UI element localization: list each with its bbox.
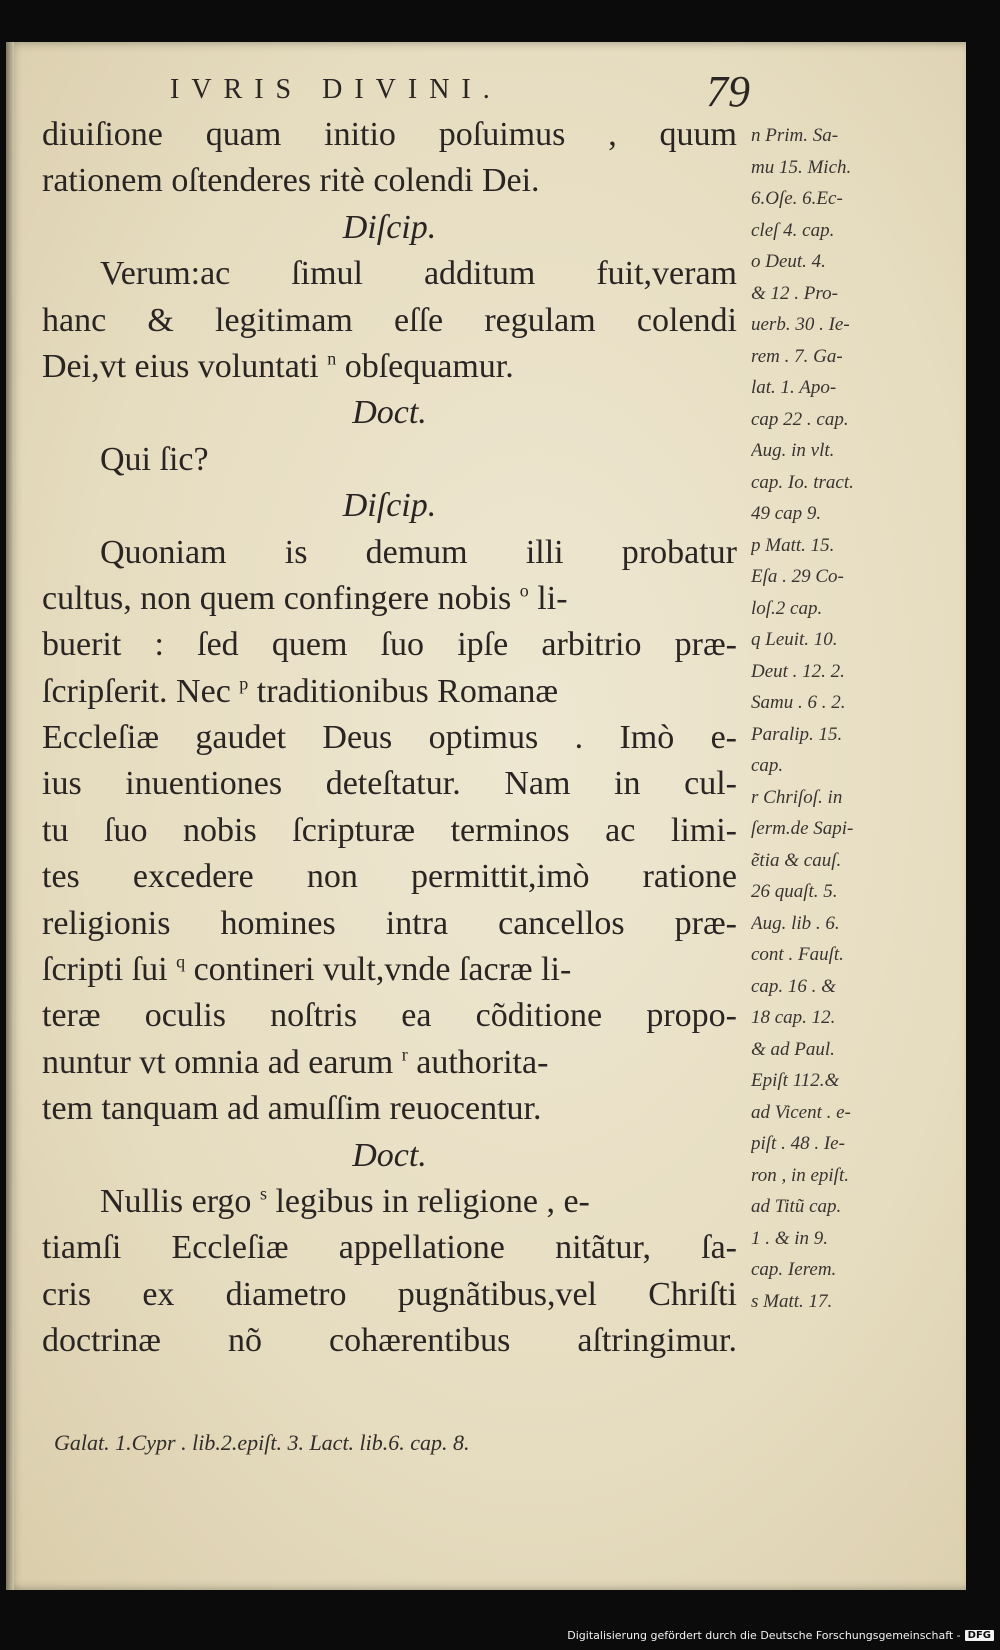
margin-note-line: Aug. in vlt. <box>751 440 835 461</box>
text-line-content: doctrinæ nõ cohærentibus aſtringimur. <box>42 1322 737 1360</box>
running-title: IVRIS DIVINI. <box>170 74 502 105</box>
text-line <box>42 1040 737 1086</box>
text-line <box>42 344 737 390</box>
text-line-content: Verum:ac ſimul additum fuit,veram <box>100 255 737 293</box>
speaker-heading <box>42 483 737 529</box>
book-page <box>6 42 966 1590</box>
margin-note-line: mu 15. Mich. <box>751 156 852 178</box>
margin-note-line: s Matt. 17. <box>751 1290 833 1312</box>
margin-notes <box>751 120 901 1317</box>
page-number: 79 <box>706 67 750 116</box>
footnote-marker: q <box>176 951 186 972</box>
text-line <box>42 947 737 993</box>
text-line-content: buerit : ſed quem ſuo ipſe arbitrio præ- <box>42 626 737 664</box>
text-line <box>42 622 737 668</box>
text-line-content: Qui ſic? <box>100 440 209 478</box>
margin-note-line: 18 cap. 12. <box>751 1007 836 1028</box>
text-line <box>42 715 737 761</box>
text-line <box>42 761 737 807</box>
footnote-marker: r <box>401 1044 408 1065</box>
footnote-marker: o <box>519 580 529 601</box>
text-line-content: tu ſuo nobis ſcripturæ terminos ac limi- <box>42 811 737 849</box>
speaker-heading <box>42 1133 737 1179</box>
margin-note-line: cap. <box>751 755 784 776</box>
footnote-marker: p <box>239 673 249 694</box>
margin-note-line: 49 cap 9. <box>751 503 822 524</box>
text-line <box>42 251 737 297</box>
margin-note-line: lat. 1. Apo- <box>751 377 837 398</box>
text-line-content: ſcripſerit. Nec <box>42 672 240 710</box>
text-line <box>42 112 737 158</box>
dfg-logo-icon: DFG <box>965 1630 994 1641</box>
text-line <box>42 158 737 204</box>
text-line-content: Nullis ergo <box>100 1182 260 1220</box>
margin-note-line: Epiſt 112.& <box>751 1070 840 1091</box>
text-line <box>42 854 737 900</box>
text-line-content: teræ oculis noſtris ea cõditione propo- <box>42 997 737 1035</box>
text-line-continuation: contineri vult,vnde ſacræ li- <box>185 951 572 989</box>
margin-note-line: cleſ 4. cap. <box>751 219 835 241</box>
margin-note-line: ron , in epiſt. <box>751 1164 849 1186</box>
footnote-marker: s <box>259 1183 267 1204</box>
margin-note-line: cap 22 . cap. <box>751 408 849 430</box>
margin-note-line: ẽtia & cauſ. <box>751 849 842 871</box>
footnote: Galat. 1.Cypr . lib.2.epiſt. 3. Lact. lib.6. cap. 8. <box>54 1430 470 1455</box>
margin-note-line: 6.Oſe. 6.Ec- <box>751 188 843 209</box>
margin-note-line: Eſa . 29 Co- <box>751 566 844 587</box>
text-line-content: tiamſi Eccleſiæ appellatione nitãtur, ſa- <box>42 1229 737 1267</box>
page-binding-edge <box>6 42 14 1590</box>
digitization-credit <box>567 1629 994 1642</box>
text-line-content: nuntur vt omnia ad earum <box>42 1043 402 1081</box>
text-line-content: Diſcip. <box>342 208 437 246</box>
margin-note-line: p Matt. 15. <box>751 534 835 556</box>
text-line-content: tem tanquam ad amuſſim reuocentur. <box>42 1090 542 1128</box>
text-line <box>42 437 737 483</box>
text-line-continuation: authorita- <box>407 1043 549 1081</box>
text-line-content: Doct. <box>352 394 427 432</box>
text-line <box>42 808 737 854</box>
main-text-block <box>42 112 737 1365</box>
text-line <box>42 1272 737 1318</box>
margin-note-line: cont . Fauſt. <box>751 944 844 965</box>
text-line-continuation: legibus in religione , e- <box>266 1182 590 1220</box>
text-line-continuation: obſequamur. <box>336 347 514 385</box>
text-line-content: rationem oſtenderes ritè colendi Dei. <box>42 162 540 200</box>
text-line-continuation: traditionibus Romanæ <box>248 672 559 710</box>
text-line-content: religionis homines intra cancellos præ- <box>42 904 737 942</box>
text-line-content: hanc & legitimam eſſe regulam colendi <box>42 301 737 339</box>
margin-note-line: r Chriſoſ. in <box>751 786 843 808</box>
text-line-content: ſcripti ſui <box>42 951 177 989</box>
margin-note-line: o Deut. 4. <box>751 251 826 272</box>
margin-note-line: & ad Paul. <box>751 1038 835 1060</box>
margin-note-line: uerb. 30 . Ie- <box>751 314 850 335</box>
margin-note-line: Deut . 12. 2. <box>751 660 845 682</box>
text-line <box>42 993 737 1039</box>
margin-note-line: 26 quaſt. 5. <box>751 881 838 902</box>
text-line <box>42 901 737 947</box>
text-line-content: Dei,vt eius voluntati <box>42 347 328 385</box>
margin-note-line: rem . 7. Ga- <box>751 345 843 367</box>
text-line-content: Diſcip. <box>342 487 437 525</box>
text-line <box>42 298 737 344</box>
text-line <box>42 1086 737 1132</box>
margin-note-line: q Leuit. 10. <box>751 629 838 650</box>
text-line <box>42 1179 737 1225</box>
margin-note-line: Paralip. 15. <box>751 723 843 745</box>
margin-note-line: ſerm.de Sapi- <box>751 818 854 839</box>
text-line-content: cris ex diametro pugnãtibus,vel Chriſti <box>42 1275 737 1313</box>
margin-note-line: loſ.2 cap. <box>751 597 823 619</box>
text-line-content: ius inuentiones deteſtatur. Nam in cul- <box>42 765 737 803</box>
margin-note-line: Aug. lib . 6. <box>751 912 840 934</box>
text-line-content: tes excedere non permittit,imò ratione <box>42 858 737 896</box>
margin-note-line: n Prim. Sa- <box>751 125 839 146</box>
text-line-content: cultus, non quem confingere nobis <box>42 579 520 617</box>
text-line-content: diuiſione quam initio poſuimus , quum <box>42 116 737 153</box>
text-line-content: Quoniam is demum illi probatur <box>100 533 737 571</box>
margin-note-line: cap. 16 . & <box>751 975 836 997</box>
margin-note-line: Samu . 6 . 2. <box>751 692 846 713</box>
text-line <box>42 669 737 715</box>
margin-note-line: ad Vicent . e- <box>751 1101 851 1123</box>
text-line <box>42 1318 737 1364</box>
credit-text: Digitalisierung gefördert durch die Deutsche Forschungsgemeinschaft - <box>567 1629 961 1642</box>
text-line-content: Eccleſiæ gaudet Deus optimus . Imò e- <box>42 719 737 757</box>
text-line <box>42 576 737 622</box>
margin-note-line: piſt . 48 . Ie- <box>751 1133 845 1154</box>
text-line-content: Doct. <box>352 1136 427 1174</box>
margin-note-line: cap. Io. tract. <box>751 471 854 493</box>
text-line-continuation: li- <box>528 579 568 617</box>
speaker-heading <box>42 205 737 251</box>
text-line <box>42 1225 737 1271</box>
margin-note-line: ad Titũ cap. <box>751 1196 842 1217</box>
margin-note-line: cap. Ierem. <box>751 1259 837 1280</box>
margin-note-line: 1 . & in 9. <box>751 1227 829 1249</box>
speaker-heading <box>42 390 737 436</box>
footnote-marker: n <box>327 348 337 369</box>
text-line <box>42 530 737 576</box>
margin-note-line: & 12 . Pro- <box>751 282 838 304</box>
